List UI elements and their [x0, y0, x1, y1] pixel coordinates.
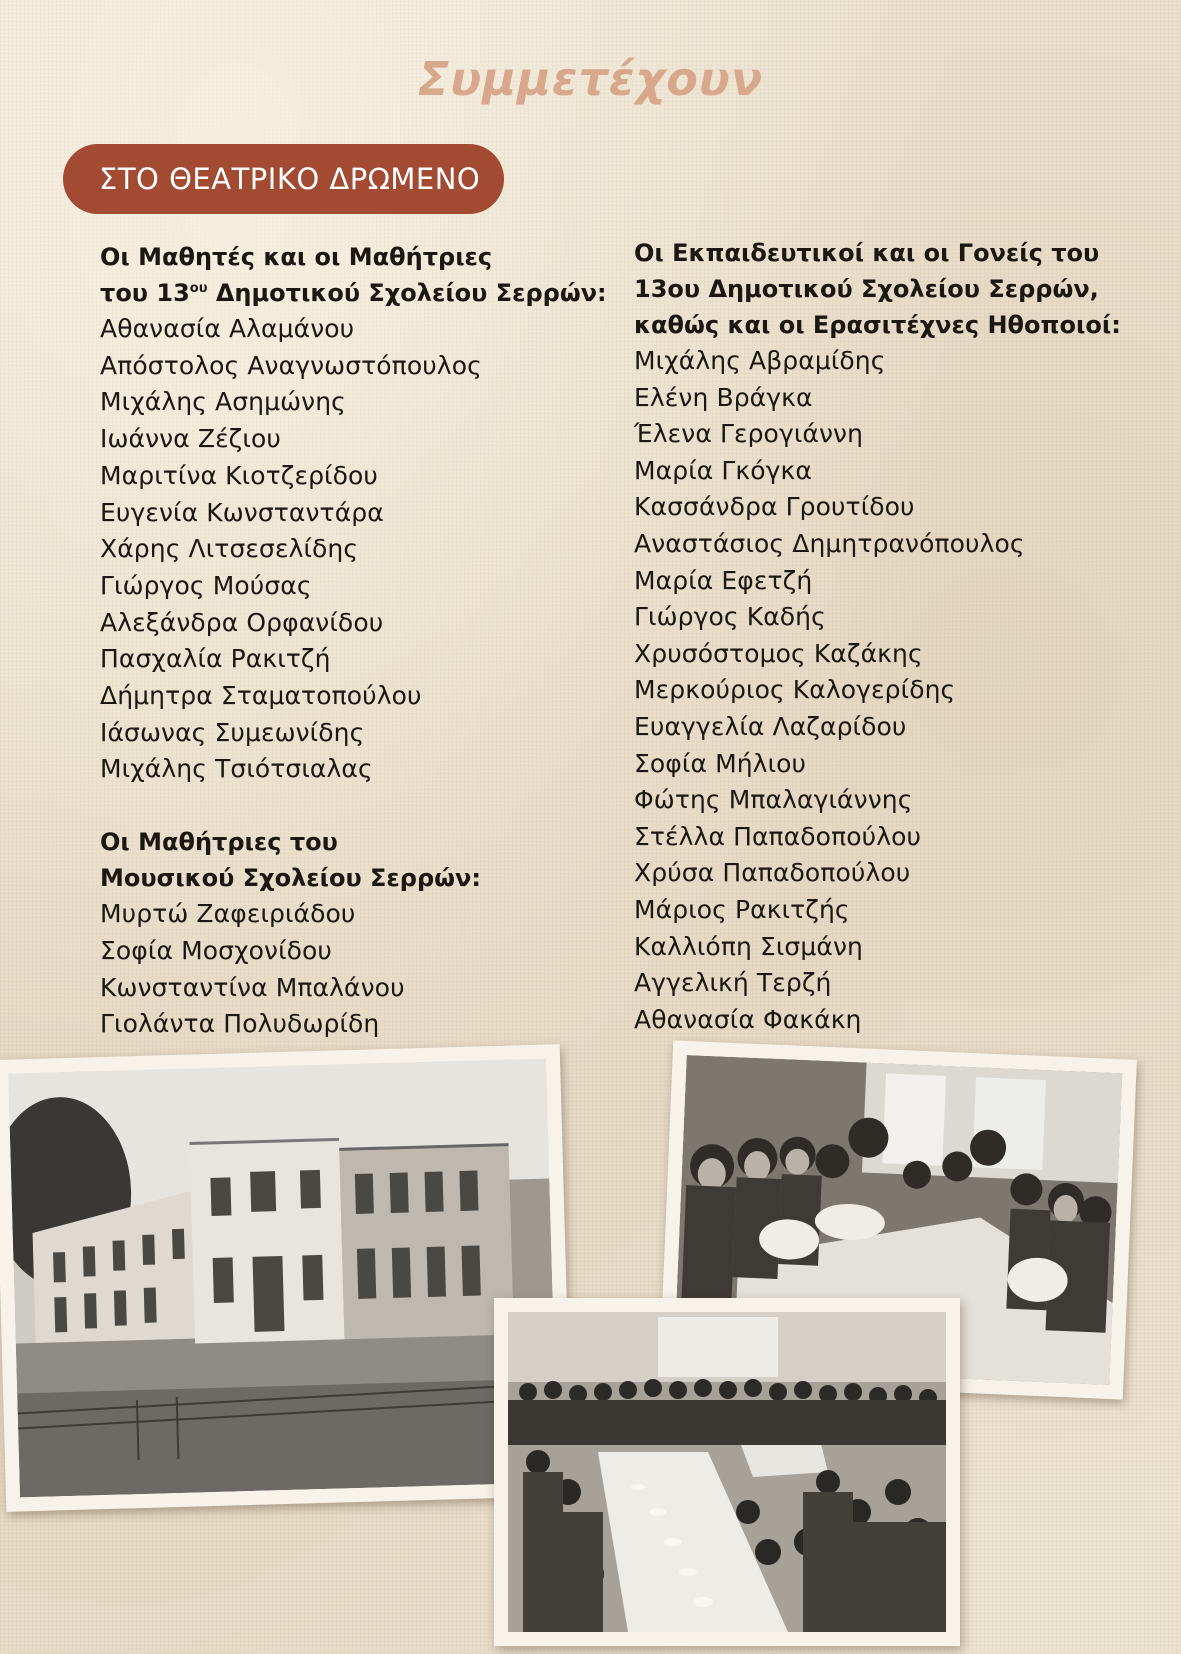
list-item: Αλεξάνδρα Ορφανίδου — [100, 607, 384, 637]
list-item: Μιχάλης Ασημώνης — [100, 387, 346, 417]
list-item: Κασσάνδρα Γρουτίδου — [634, 492, 915, 522]
list-item: Μάριος Ρακιτζής — [634, 894, 850, 924]
teachers-heading-line3: καθώς και οι Ερασιτέχνες Ηθοποιοί: — [634, 311, 1121, 339]
list-item: Πασχαλία Ρακιτζή — [100, 644, 331, 674]
list-item: Γιολάντα Πολυδωρίδη — [100, 1009, 380, 1039]
music-students-heading-line2: Μουσικού Σχολείου Σερρών: — [100, 864, 481, 893]
right-column — [634, 235, 1174, 1038]
list-item: Αθανασία Αλαμάνου — [100, 314, 355, 343]
music-students-heading-line1: Οι Μαθήτριες του — [100, 828, 338, 857]
list-item: Ελένη Βράγκα — [634, 382, 813, 412]
teachers-heading-line2: 13ου Δημοτικού Σχολείου Σερρών, — [634, 275, 1099, 303]
list-item: Μυρτώ Ζαφειριάδου — [100, 899, 356, 929]
list-item: Καλλιόπη Σισμάνη — [634, 931, 863, 961]
school-building-photo — [0, 1044, 572, 1512]
list-item: Σοφία Μήλιου — [634, 748, 807, 778]
section-label-pill: ΣΤΟ ΘΕΑΤΡΙΚΟ ΔΡΩΜΕΝΟ — [63, 144, 504, 214]
students-heading-line1: Οι Μαθητές και οι Μαθήτριες — [100, 243, 493, 271]
list-item: Δήμητρα Σταματοπούλου — [100, 681, 422, 711]
students-name-list — [100, 311, 620, 788]
list-item: Αγγελική Τερζή — [634, 968, 832, 998]
left-column — [100, 239, 620, 1043]
students-heading-line2-post: Δημοτικού Σχολείου Σερρών: — [207, 279, 607, 307]
students-heading-line2 — [100, 275, 620, 311]
list-item: Μιχάλης Αβραμίδης — [634, 346, 886, 375]
list-item: Αναστάσιος Δημητρανόπουλος — [634, 528, 1025, 558]
list-item: Κωνσταντίνα Μπαλάνου — [100, 972, 405, 1002]
list-item: Ευγενία Κωνσταντάρα — [100, 497, 384, 527]
list-item: Μαρία Γκόγκα — [634, 455, 812, 485]
list-item: Μαρία Εφετζή — [634, 565, 813, 595]
list-item: Φώτης Μπαλαγιάννης — [634, 785, 913, 815]
list-item: Απόστολος Αναγνωστόπουλος — [100, 350, 482, 380]
list-item: Σοφία Μοσχονίδου — [100, 935, 332, 965]
students-heading-line2-pre: του 13 — [100, 279, 190, 307]
list-item: Στέλλα Παπαδοπούλου — [634, 821, 922, 851]
list-item: Μαριτίνα Κιοτζερίδου — [100, 460, 378, 490]
ordinal-superscript: ου — [189, 281, 208, 296]
list-item: Γιώργος Καδής — [634, 602, 826, 632]
list-item: Μιχάλης Τσιότσιαλας — [100, 754, 373, 784]
teachers-heading-line1: Οι Εκπαιδευτικοί και οι Γονείς του — [634, 239, 1100, 267]
page-title: Συμμετέχουν — [417, 52, 764, 106]
list-item: Χάρης Λιτσεσελίδης — [100, 534, 359, 564]
list-item: Χρυσόστομος Καζάκης — [634, 638, 923, 668]
list-item: Ευαγγελία Λαζαρίδου — [634, 711, 907, 741]
list-item: Ιωάννα Ζέζιου — [100, 424, 281, 454]
list-item: Έλενα Γερογιάννη — [634, 419, 864, 449]
list-item: Αθανασία Φακάκη — [634, 1004, 862, 1034]
list-item: Ιάσωνας Συμεωνίδης — [100, 717, 365, 747]
list-item: Γιώργος Μούσας — [100, 570, 312, 600]
list-item: Μερκούριος Καλογερίδης — [634, 675, 956, 705]
list-item: Χρύσα Παπαδοπούλου — [634, 858, 911, 888]
teachers-name-list — [634, 343, 1174, 1038]
dining-hall-group-photo — [494, 1298, 960, 1646]
music-students-name-list — [100, 896, 620, 1043]
